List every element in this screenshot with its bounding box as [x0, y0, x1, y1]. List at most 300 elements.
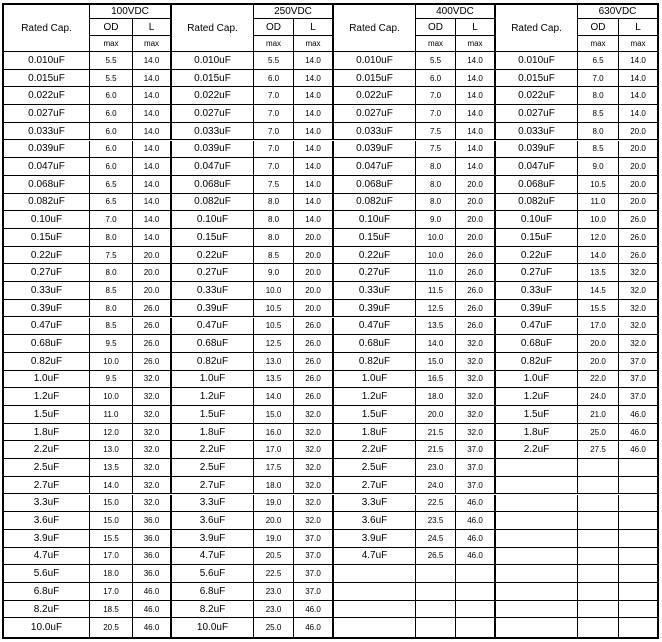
empty-cell [619, 583, 657, 601]
empty-cell [578, 477, 619, 495]
l-cell: 37.0 [294, 565, 334, 583]
od-cell: 6.5 [578, 52, 619, 70]
l-cell: 14.0 [133, 141, 172, 159]
od-header: OD [90, 19, 133, 36]
l-cell: 46.0 [294, 618, 334, 637]
od-cell: 7.5 [254, 176, 294, 194]
rated-cap-header: Rated Cap. [4, 5, 90, 52]
od-cell: 22.5 [254, 565, 294, 583]
od-cell: 13.5 [90, 459, 133, 477]
l-max-label: max [294, 36, 334, 52]
od-cell: 11.0 [578, 194, 619, 212]
l-cell: 14.0 [619, 52, 657, 70]
empty-cell [578, 618, 619, 637]
rated-cap-cell: 1.8uF [172, 424, 254, 442]
rated-cap-header: Rated Cap. [172, 5, 254, 52]
rated-cap-cell: 2.5uF [172, 459, 254, 477]
l-header: L [456, 19, 496, 36]
rated-cap-cell: 0.015uF [172, 70, 254, 88]
od-header: OD [416, 19, 456, 36]
l-cell: 14.0 [133, 176, 172, 194]
od-cell: 8.0 [90, 264, 133, 282]
l-cell: 26.0 [294, 318, 334, 336]
rated-cap-cell: 1.8uF [334, 424, 416, 442]
od-cell: 8.5 [578, 141, 619, 159]
od-cell: 8.0 [254, 194, 294, 212]
empty-cell [456, 565, 496, 583]
l-cell: 20.0 [294, 282, 334, 300]
l-cell: 46.0 [619, 441, 657, 459]
od-cell: 10.5 [254, 318, 294, 336]
od-max-label: max [254, 36, 294, 52]
l-cell: 14.0 [456, 87, 496, 105]
od-cell: 13.5 [578, 264, 619, 282]
l-cell: 26.0 [456, 318, 496, 336]
rated-cap-cell: 0.22uF [496, 247, 578, 265]
od-cell: 11.0 [416, 264, 456, 282]
od-cell: 19.0 [254, 530, 294, 548]
rated-cap-cell: 0.039uF [172, 141, 254, 159]
l-cell: 14.0 [456, 105, 496, 123]
l-cell: 14.0 [133, 158, 172, 176]
rated-cap-cell: 0.10uF [334, 211, 416, 229]
rated-cap-cell: 0.39uF [4, 300, 90, 318]
od-cell: 7.0 [90, 211, 133, 229]
l-cell: 26.0 [619, 247, 657, 265]
l-cell: 46.0 [619, 406, 657, 424]
od-cell: 14.0 [254, 388, 294, 406]
l-cell: 20.0 [619, 123, 657, 141]
od-cell: 17.0 [90, 548, 133, 566]
od-cell: 23.0 [416, 459, 456, 477]
empty-cell [619, 618, 657, 637]
rated-cap-cell: 0.068uF [334, 176, 416, 194]
rated-cap-cell: 0.039uF [4, 141, 90, 159]
rated-cap-cell: 0.27uF [172, 264, 254, 282]
l-cell: 32.0 [133, 495, 172, 513]
l-cell: 20.0 [619, 194, 657, 212]
empty-cell [578, 530, 619, 548]
rated-cap-cell: 0.027uF [496, 105, 578, 123]
od-cell: 26.5 [416, 548, 456, 566]
l-cell: 32.0 [294, 495, 334, 513]
od-cell: 7.0 [578, 70, 619, 88]
rated-cap-cell: 0.22uF [334, 247, 416, 265]
l-cell: 26.0 [133, 353, 172, 371]
rated-cap-cell: 3.9uF [4, 530, 90, 548]
l-cell: 32.0 [133, 388, 172, 406]
rated-cap-cell: 0.82uF [172, 353, 254, 371]
rated-cap-cell: 0.033uF [496, 123, 578, 141]
empty-cell [496, 548, 578, 566]
empty-cell [416, 565, 456, 583]
l-cell: 14.0 [133, 211, 172, 229]
rated-cap-cell: 0.15uF [334, 229, 416, 247]
empty-cell [496, 565, 578, 583]
empty-cell [334, 601, 416, 619]
l-cell: 14.0 [456, 123, 496, 141]
rated-cap-cell: 0.82uF [496, 353, 578, 371]
rated-cap-cell: 0.68uF [496, 335, 578, 353]
rated-cap-cell: 1.0uF [496, 371, 578, 389]
od-cell: 15.5 [90, 530, 133, 548]
rated-cap-cell: 6.8uF [4, 583, 90, 601]
od-cell: 8.0 [90, 300, 133, 318]
rated-cap-cell: 0.068uF [4, 176, 90, 194]
rated-cap-cell: 1.5uF [172, 406, 254, 424]
l-cell: 46.0 [456, 512, 496, 530]
l-cell: 37.0 [456, 441, 496, 459]
rated-cap-cell: 0.022uF [4, 87, 90, 105]
l-cell: 20.0 [619, 141, 657, 159]
rated-cap-cell: 3.3uF [334, 495, 416, 513]
l-cell: 20.0 [133, 282, 172, 300]
empty-cell [334, 565, 416, 583]
l-max-label: max [133, 36, 172, 52]
voltage-header: 250VDC [254, 5, 334, 19]
l-cell: 14.0 [619, 87, 657, 105]
l-cell: 32.0 [294, 424, 334, 442]
od-cell: 7.5 [416, 141, 456, 159]
rated-cap-cell: 0.027uF [334, 105, 416, 123]
od-cell: 25.0 [254, 618, 294, 637]
rated-cap-cell: 0.47uF [496, 318, 578, 336]
od-cell: 10.0 [416, 229, 456, 247]
rated-cap-cell: 0.22uF [4, 247, 90, 265]
voltage-header: 400VDC [416, 5, 496, 19]
rated-cap-cell: 0.39uF [496, 300, 578, 318]
l-cell: 26.0 [456, 282, 496, 300]
l-cell: 14.0 [456, 158, 496, 176]
od-cell: 10.0 [90, 388, 133, 406]
rated-cap-cell: 2.7uF [172, 477, 254, 495]
od-cell: 9.5 [90, 335, 133, 353]
od-header: OD [578, 19, 619, 36]
od-cell: 8.0 [578, 87, 619, 105]
rated-cap-cell: 2.5uF [334, 459, 416, 477]
od-cell: 13.0 [254, 353, 294, 371]
empty-cell [496, 530, 578, 548]
od-cell: 20.0 [416, 406, 456, 424]
l-cell: 26.0 [456, 300, 496, 318]
l-header: L [294, 19, 334, 36]
l-cell: 14.0 [133, 70, 172, 88]
l-cell: 46.0 [133, 601, 172, 619]
od-cell: 6.0 [90, 141, 133, 159]
l-cell: 32.0 [294, 477, 334, 495]
l-cell: 26.0 [294, 388, 334, 406]
l-cell: 20.0 [133, 264, 172, 282]
l-cell: 32.0 [456, 406, 496, 424]
empty-cell [456, 601, 496, 619]
od-cell: 18.0 [254, 477, 294, 495]
rated-cap-cell: 0.033uF [4, 123, 90, 141]
od-cell: 10.5 [578, 176, 619, 194]
rated-cap-cell: 1.8uF [496, 424, 578, 442]
rated-cap-header: Rated Cap. [334, 5, 416, 52]
l-cell: 26.0 [294, 353, 334, 371]
l-cell: 37.0 [619, 371, 657, 389]
rated-cap-cell: 0.47uF [4, 318, 90, 336]
l-cell: 14.0 [294, 70, 334, 88]
rated-cap-cell: 0.047uF [496, 158, 578, 176]
empty-cell [456, 583, 496, 601]
l-cell: 36.0 [133, 530, 172, 548]
rated-cap-cell: 4.7uF [172, 548, 254, 566]
od-cell: 22.5 [416, 495, 456, 513]
od-cell: 23.0 [254, 601, 294, 619]
l-cell: 46.0 [456, 548, 496, 566]
od-cell: 7.0 [254, 87, 294, 105]
l-cell: 37.0 [619, 388, 657, 406]
empty-cell [619, 512, 657, 530]
l-cell: 37.0 [456, 477, 496, 495]
empty-cell [496, 495, 578, 513]
l-cell: 20.0 [456, 229, 496, 247]
rated-cap-cell: 2.7uF [334, 477, 416, 495]
l-cell: 14.0 [133, 229, 172, 247]
od-cell: 22.0 [578, 371, 619, 389]
rated-cap-cell: 0.27uF [496, 264, 578, 282]
rated-cap-cell: 0.10uF [172, 211, 254, 229]
l-cell: 46.0 [456, 495, 496, 513]
l-cell: 32.0 [456, 424, 496, 442]
l-cell: 20.0 [133, 247, 172, 265]
l-cell: 32.0 [294, 512, 334, 530]
l-cell: 14.0 [294, 194, 334, 212]
rated-cap-cell: 0.033uF [172, 123, 254, 141]
rated-cap-cell: 0.082uF [172, 194, 254, 212]
l-cell: 26.0 [294, 371, 334, 389]
empty-cell [578, 512, 619, 530]
rated-cap-cell: 10.0uF [4, 618, 90, 637]
rated-cap-cell: 1.2uF [496, 388, 578, 406]
rated-cap-cell: 0.047uF [4, 158, 90, 176]
l-cell: 46.0 [619, 424, 657, 442]
l-cell: 14.0 [133, 52, 172, 70]
rated-cap-cell: 0.082uF [334, 194, 416, 212]
l-cell: 26.0 [456, 264, 496, 282]
od-cell: 6.0 [254, 70, 294, 88]
l-cell: 20.0 [456, 176, 496, 194]
l-cell: 37.0 [619, 353, 657, 371]
l-cell: 32.0 [133, 477, 172, 495]
l-cell: 14.0 [133, 123, 172, 141]
od-cell: 6.0 [90, 158, 133, 176]
l-cell: 36.0 [133, 548, 172, 566]
rated-cap-cell: 3.3uF [4, 495, 90, 513]
od-cell: 8.5 [254, 247, 294, 265]
l-cell: 37.0 [294, 530, 334, 548]
l-cell: 32.0 [294, 459, 334, 477]
empty-cell [496, 477, 578, 495]
l-cell: 46.0 [133, 618, 172, 637]
od-cell: 15.0 [254, 406, 294, 424]
rated-cap-cell: 0.039uF [334, 141, 416, 159]
od-cell: 27.5 [578, 441, 619, 459]
empty-cell [496, 459, 578, 477]
l-cell: 14.0 [619, 105, 657, 123]
l-cell: 36.0 [133, 512, 172, 530]
l-cell: 20.0 [619, 158, 657, 176]
rated-cap-header: Rated Cap. [496, 5, 578, 52]
od-cell: 24.0 [416, 477, 456, 495]
od-cell: 10.0 [578, 211, 619, 229]
od-cell: 15.5 [578, 300, 619, 318]
rated-cap-cell: 0.068uF [496, 176, 578, 194]
rated-cap-cell: 0.33uF [4, 282, 90, 300]
rated-cap-cell: 1.0uF [334, 371, 416, 389]
od-cell: 14.0 [416, 335, 456, 353]
l-cell: 14.0 [294, 158, 334, 176]
od-cell: 7.0 [254, 105, 294, 123]
od-cell: 6.0 [90, 105, 133, 123]
od-max-label: max [578, 36, 619, 52]
rated-cap-cell: 8.2uF [172, 601, 254, 619]
od-cell: 21.5 [416, 441, 456, 459]
od-cell: 12.5 [416, 300, 456, 318]
rated-cap-cell: 0.39uF [334, 300, 416, 318]
od-cell: 13.5 [254, 371, 294, 389]
rated-cap-cell: 1.2uF [4, 388, 90, 406]
rated-cap-cell: 3.9uF [334, 530, 416, 548]
l-cell: 32.0 [619, 282, 657, 300]
od-cell: 8.5 [90, 318, 133, 336]
rated-cap-cell: 1.5uF [4, 406, 90, 424]
od-cell: 14.0 [578, 247, 619, 265]
od-cell: 7.0 [254, 141, 294, 159]
od-cell: 24.5 [416, 530, 456, 548]
l-cell: 26.0 [619, 229, 657, 247]
od-cell: 8.0 [254, 211, 294, 229]
od-cell: 17.5 [254, 459, 294, 477]
od-cell: 10.0 [90, 353, 133, 371]
rated-cap-cell: 0.010uF [172, 52, 254, 70]
od-cell: 15.0 [90, 512, 133, 530]
od-cell: 7.5 [416, 123, 456, 141]
voltage-header: 630VDC [578, 5, 657, 19]
empty-cell [619, 548, 657, 566]
od-cell: 11.0 [90, 406, 133, 424]
rated-cap-cell: 0.010uF [4, 52, 90, 70]
rated-cap-cell: 5.6uF [4, 565, 90, 583]
od-cell: 12.5 [254, 335, 294, 353]
rated-cap-cell: 0.047uF [334, 158, 416, 176]
od-cell: 5.5 [416, 52, 456, 70]
rated-cap-cell: 0.39uF [172, 300, 254, 318]
rated-cap-cell: 0.033uF [334, 123, 416, 141]
rated-cap-cell: 0.082uF [4, 194, 90, 212]
l-cell: 46.0 [456, 530, 496, 548]
od-cell: 8.0 [578, 123, 619, 141]
od-cell: 6.5 [90, 194, 133, 212]
rated-cap-cell: 0.47uF [334, 318, 416, 336]
rated-cap-cell: 8.2uF [4, 601, 90, 619]
od-cell: 21.5 [416, 424, 456, 442]
rated-cap-cell: 0.33uF [496, 282, 578, 300]
rated-cap-cell: 0.22uF [172, 247, 254, 265]
rated-cap-cell: 0.047uF [172, 158, 254, 176]
rated-cap-cell: 0.082uF [496, 194, 578, 212]
rated-cap-cell: 1.5uF [496, 406, 578, 424]
rated-cap-cell: 1.0uF [172, 371, 254, 389]
l-cell: 26.0 [619, 211, 657, 229]
od-cell: 16.5 [416, 371, 456, 389]
l-cell: 26.0 [133, 300, 172, 318]
l-cell: 14.0 [294, 52, 334, 70]
rated-cap-cell: 3.6uF [334, 512, 416, 530]
l-cell: 32.0 [619, 335, 657, 353]
l-max-label: max [619, 36, 657, 52]
od-cell: 9.0 [416, 211, 456, 229]
rated-cap-cell: 3.6uF [172, 512, 254, 530]
l-cell: 32.0 [456, 388, 496, 406]
rated-cap-cell: 0.82uF [4, 353, 90, 371]
empty-cell [456, 618, 496, 637]
od-cell: 17.0 [90, 583, 133, 601]
l-cell: 32.0 [133, 459, 172, 477]
od-cell: 18.5 [90, 601, 133, 619]
od-cell: 7.5 [90, 247, 133, 265]
od-cell: 10.0 [416, 247, 456, 265]
od-cell: 23.0 [254, 583, 294, 601]
l-cell: 26.0 [294, 335, 334, 353]
l-cell: 26.0 [133, 335, 172, 353]
empty-cell [578, 601, 619, 619]
od-cell: 13.0 [90, 441, 133, 459]
l-cell: 14.0 [619, 70, 657, 88]
rated-cap-cell: 0.47uF [172, 318, 254, 336]
l-max-label: max [456, 36, 496, 52]
rated-cap-cell: 1.2uF [334, 388, 416, 406]
l-cell: 46.0 [133, 583, 172, 601]
empty-cell [578, 548, 619, 566]
rated-cap-cell: 1.2uF [172, 388, 254, 406]
empty-cell [619, 495, 657, 513]
rated-cap-cell: 0.10uF [496, 211, 578, 229]
od-cell: 9.0 [578, 158, 619, 176]
l-cell: 20.0 [619, 176, 657, 194]
l-cell: 20.0 [456, 194, 496, 212]
l-cell: 32.0 [294, 406, 334, 424]
od-cell: 10.0 [254, 282, 294, 300]
od-cell: 14.0 [90, 477, 133, 495]
rated-cap-cell: 6.8uF [172, 583, 254, 601]
l-cell: 20.0 [294, 300, 334, 318]
l-cell: 32.0 [133, 441, 172, 459]
rated-cap-cell: 0.33uF [334, 282, 416, 300]
od-cell: 7.0 [416, 87, 456, 105]
empty-cell [334, 618, 416, 637]
rated-cap-cell: 10.0uF [172, 618, 254, 637]
od-cell: 7.0 [254, 123, 294, 141]
od-cell: 10.5 [254, 300, 294, 318]
l-header: L [133, 19, 172, 36]
l-cell: 14.0 [456, 52, 496, 70]
empty-cell [416, 583, 456, 601]
l-cell: 37.0 [294, 583, 334, 601]
l-cell: 14.0 [133, 194, 172, 212]
l-cell: 32.0 [619, 300, 657, 318]
l-cell: 14.0 [133, 105, 172, 123]
l-cell: 14.0 [456, 141, 496, 159]
empty-cell [496, 601, 578, 619]
od-cell: 11.5 [416, 282, 456, 300]
l-header: L [619, 19, 657, 36]
rated-cap-cell: 1.8uF [4, 424, 90, 442]
od-max-label: max [416, 36, 456, 52]
od-cell: 6.0 [90, 87, 133, 105]
